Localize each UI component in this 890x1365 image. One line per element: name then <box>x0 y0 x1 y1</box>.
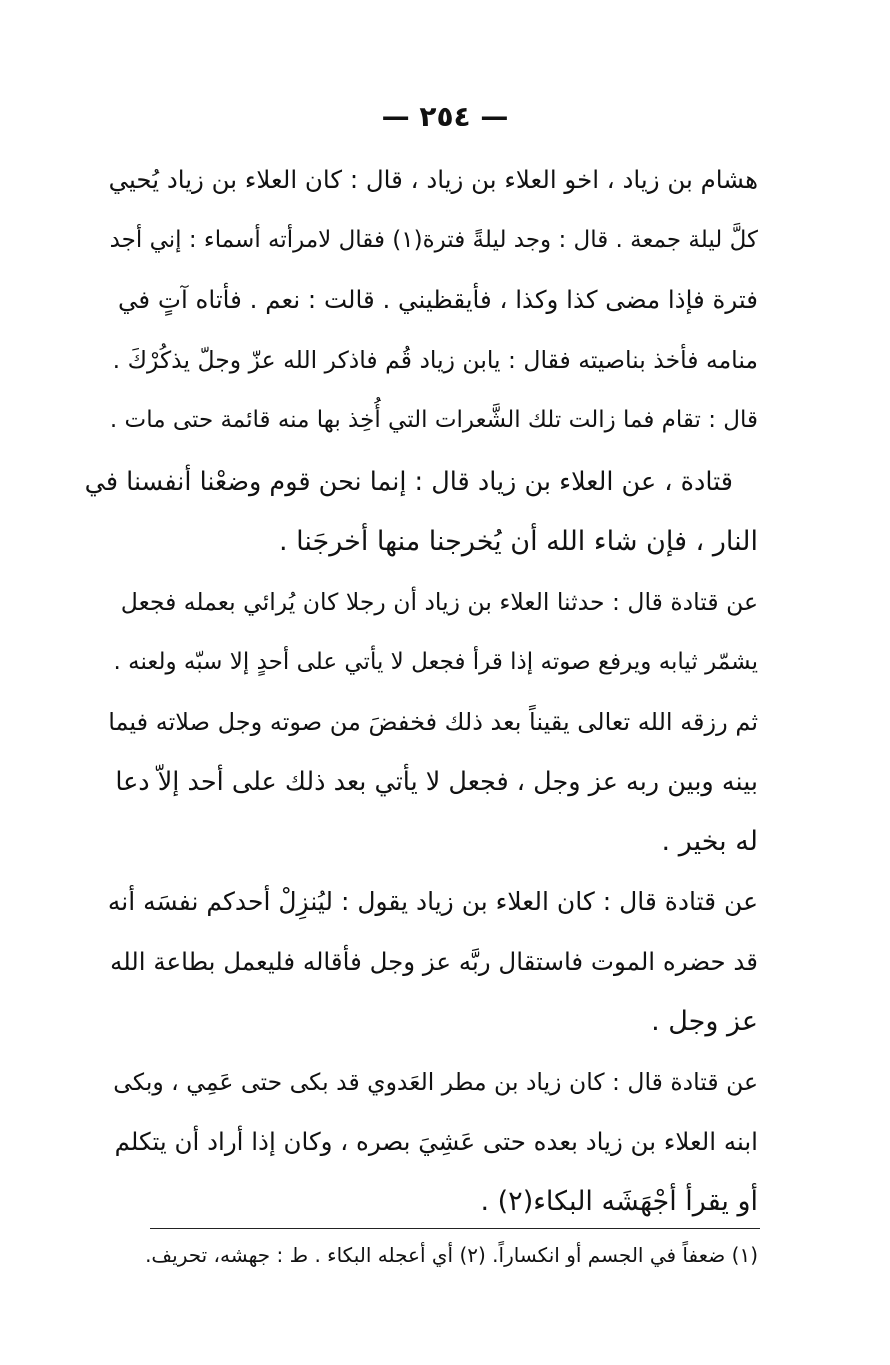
footnote-divider <box>150 1228 760 1229</box>
text-line: قد حضره الموت فاستقال ربَّه عز وجل فأقاله فليعمل بطاعة الله <box>110 947 758 976</box>
text-line: النار ، فإن شاء الله أن يُخرجنا منها أخرجَنا . <box>279 526 758 557</box>
text-line: ابنه العلاء بن زياد بعده حتى عَشِيَ بصره ، وكان إذا أراد أن يتكلم <box>114 1127 758 1156</box>
text-line: عن قتادة قال : كان العلاء بن زياد يقول : ليُنزِلْ أحدكم نفسَه أنه <box>107 887 758 916</box>
text-line: فترة فإذا مضى كذا وكذا ، فأيقظيني . قالت : نعم . فأتاه آتٍ في <box>117 285 758 314</box>
text-line: هشام بن زياد ، اخو العلاء بن زياد ، قال : كان العلاء بن زياد يُحيي <box>108 165 758 194</box>
text-line: ثم رزقه الله تعالى يقيناً بعد ذلك فخفضَ من صوته وجل صلاته فيما <box>108 708 758 736</box>
page-number: — ٢٥٤ — <box>381 100 509 133</box>
text-line: بينه وبين ربه عز وجل ، فجعل لا يأتي بعد ذلك على أحد إلاّ دعا <box>115 767 758 797</box>
text-line: عز وجل . <box>651 1006 758 1037</box>
text-line: قتادة ، عن العلاء بن زياد قال : إنما نحن قوم وضعْنا أنفسنا في <box>84 467 733 497</box>
footnote: (١) ضعفاً في الجسم أو انكساراً. (٢) أي أعجله البكاء . ط : جهشه، تحريف. <box>145 1243 758 1267</box>
text-line: أو يقرأ أجْهَشَه البكاء(٢) . <box>480 1186 758 1217</box>
text-line: قال : تقام فما زالت تلك الشَّعرات التي أُخِذ بها منه قائمة حتى مات . <box>109 407 758 433</box>
text-line: عن قتادة قال : حدثنا العلاء بن زياد أن رجلا كان يُرائي بعمله فجعل <box>120 588 758 616</box>
text-line: له بخير . <box>661 826 758 857</box>
text-line: منامه فأخذ بناصيته فقال : يابن زياد قُم فاذكر الله عزّ وجلّ يذكُرْكَ . <box>112 346 758 374</box>
text-line: عن قتادة قال : كان زياد بن مطر العَدوي قد بكى حتى عَمِي ، وبكى <box>113 1068 758 1096</box>
text-line: يشمّر ثيابه ويرفع صوته إذا قرأ فجعل لا يأتي على أحدٍ إلا سبّه ولعنه . <box>113 649 758 675</box>
text-line: كلَّ ليلة جمعة . قال : وجد ليلةً فترة(١) فقال لامرأته أسماء : إني أجد <box>109 227 758 253</box>
